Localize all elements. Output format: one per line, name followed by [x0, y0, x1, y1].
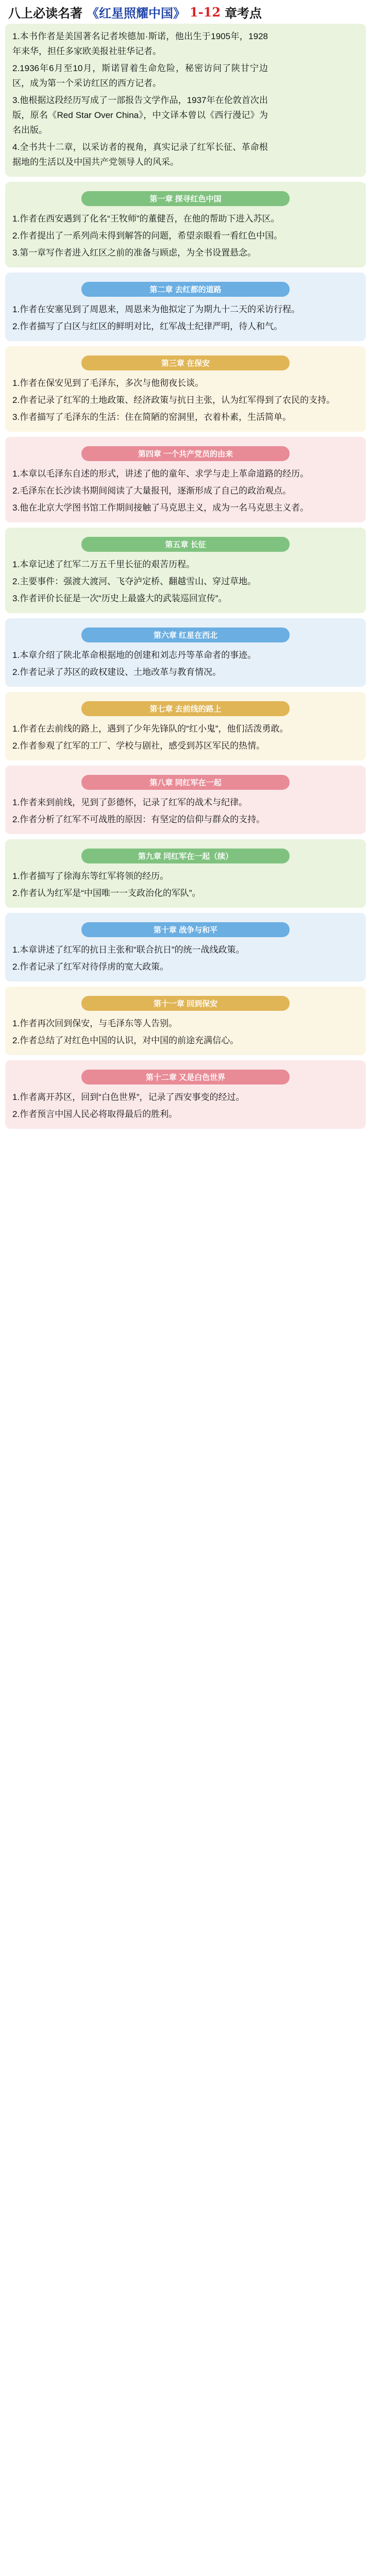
key-point: 2.作者参观了红军的工厂、学校与剧社，感受到苏区军民的热情。: [12, 741, 265, 751]
chapter-section: [5, 182, 366, 267]
key-point: 1.本章以毛泽东自述的形式，讲述了他的童年、求学与走上革命道路的经历。: [12, 469, 309, 479]
key-point: 2.作者描写了白区与红区的鲜明对比，红军战士纪律严明，待人和气。: [12, 321, 283, 331]
chapter-section: [5, 437, 366, 522]
chapter-heading: 第五章 长征: [81, 537, 289, 552]
chapter-heading: 第二章 去红都的道路: [81, 282, 289, 297]
key-point: 2.1936年6月至10月，斯诺冒着生命危险，秘密访问了陕甘宁边区，成为第一个采访红区的西方记者。: [12, 63, 268, 88]
chapter-heading: 第九章 同红军在一起（续）: [81, 849, 289, 863]
chapter-heading: 第七章 去前线的路上: [81, 701, 289, 716]
key-point: 1.作者再次回到保安，与毛泽东等人告别。: [12, 1019, 178, 1028]
chapter-section: [5, 528, 366, 613]
chapter-heading: 第一章 探寻红色中国: [81, 191, 289, 206]
key-point: 2.作者认为红军是“中国唯一一支政治化的军队”。: [12, 888, 201, 898]
key-point: 1.作者描写了徐海东等红军将领的经历。: [12, 871, 169, 881]
title-prefix: 八上必读名著: [8, 5, 82, 21]
chapter-section: [5, 273, 366, 341]
chapter-section: [5, 1060, 366, 1129]
chapter-heading: 第八章 同红军在一起: [81, 775, 289, 790]
title-tail: 章考点: [225, 5, 262, 21]
key-point: 3.他根据这段经历写成了一部报告文学作品，1937年在伦敦首次出版，原名《Red Star Over China》，中文译本曾以《西行漫记》为名出版。: [12, 95, 268, 135]
chapter-heading: 第十二章 又是白色世界: [81, 1070, 289, 1084]
key-point: 2.主要事件：强渡大渡河、飞夺泸定桥、翻越雪山、穿过草地。: [12, 577, 257, 586]
key-point: 2.作者提出了一系列尚未得到解答的问题，希望亲眼看一看红色中国。: [12, 231, 283, 241]
chapter-heading: 第十一章 回到保安: [81, 996, 289, 1011]
key-point: 2.作者记录了红军的土地政策、经济政策与抗日主张，认为红军得到了农民的支持。: [12, 395, 335, 405]
title-book: 《红星照耀中国》: [87, 5, 185, 21]
chapter-section: [5, 24, 366, 177]
key-point: 1.作者离开苏区，回到“白色世界”，记录了西安事变的经过。: [12, 1092, 245, 1102]
key-point: 1.作者在西安遇到了化名“王牧师”的董健吾，在他的帮助下进入苏区。: [12, 214, 280, 224]
chapter-section: [5, 346, 366, 432]
key-point: 1.作者在保安见到了毛泽东，多次与他彻夜长谈。: [12, 378, 204, 388]
key-point: 1.本章讲述了红军的抗日主张和“联合抗日”的统一战线政策。: [12, 945, 245, 955]
chapter-heading: 第四章 一个共产党员的由来: [81, 446, 289, 461]
key-point: 2.作者总结了对红色中国的认识，对中国的前途充满信心。: [12, 1036, 239, 1045]
key-point: 3.他在北京大学图书馆工作期间接触了马克思主义，成为一名马克思主义者。: [12, 503, 309, 513]
chapter-section: [5, 618, 366, 687]
key-point: 3.作者评价长征是一次“历史上最盛大的武装巡回宣传”。: [12, 594, 227, 603]
chapter-heading: 第十章 战争与和平: [81, 922, 289, 937]
key-point: 2.作者记录了苏区的政权建设、土地改革与教育情况。: [12, 667, 222, 677]
key-point: 1.作者在安塞见到了周恩来，周恩来为他拟定了为期九十二天的采访行程。: [12, 304, 300, 314]
key-point: 2.作者预言中国人民必将取得最后的胜利。: [12, 1109, 178, 1119]
chapter-section: [5, 987, 366, 1055]
title-suffix: 1-12: [190, 4, 221, 20]
key-point: 3.作者描写了毛泽东的生活：住在简陋的窑洞里，衣着朴素，生活简单。: [12, 412, 292, 422]
key-point: 2.毛泽东在长沙读书期间阅读了大量报刊，逐渐形成了自己的政治观点。: [12, 486, 292, 496]
key-point: 3.第一章写作者进入红区之前的准备与顾虑，为全书设置悬念。: [12, 248, 257, 258]
chapter-section: [5, 839, 366, 908]
key-point: 1.作者来到前线，见到了彭德怀，记录了红军的战术与纪律。: [12, 798, 248, 807]
page-title: [5, 0, 366, 24]
chapter-section: [5, 913, 366, 981]
content-sections: [5, 24, 366, 1129]
chapter-section: [5, 692, 366, 760]
chapter-heading: 第六章 红星在西北: [81, 628, 289, 642]
key-point: 1.本章记述了红军二万五千里长征的艰苦历程。: [12, 560, 195, 569]
chapter-section: [5, 766, 366, 834]
key-point: 1.作者在去前线的路上，遇到了少年先锋队的“红小鬼”，他们活泼勇敢。: [12, 724, 289, 734]
chapter-heading: 第三章 在保安: [81, 355, 289, 370]
key-point: 2.作者分析了红军不可战胜的原因：有坚定的信仰与群众的支持。: [12, 815, 265, 824]
key-point: 1.本章介绍了陕北革命根据地的创建和刘志丹等革命者的事迹。: [12, 650, 257, 660]
key-point: 4.全书共十二章，以采访者的视角，真实记录了红军长征、革命根据地的生活以及中国共产党领导人的风采。: [12, 142, 268, 167]
key-point: 2.作者记录了红军对待俘虏的宽大政策。: [12, 962, 169, 972]
key-point: 1.本书作者是美国著名记者埃德加·斯诺，他出生于1905年，1928年来华，担任多家欧美报社驻华记者。: [12, 31, 268, 56]
